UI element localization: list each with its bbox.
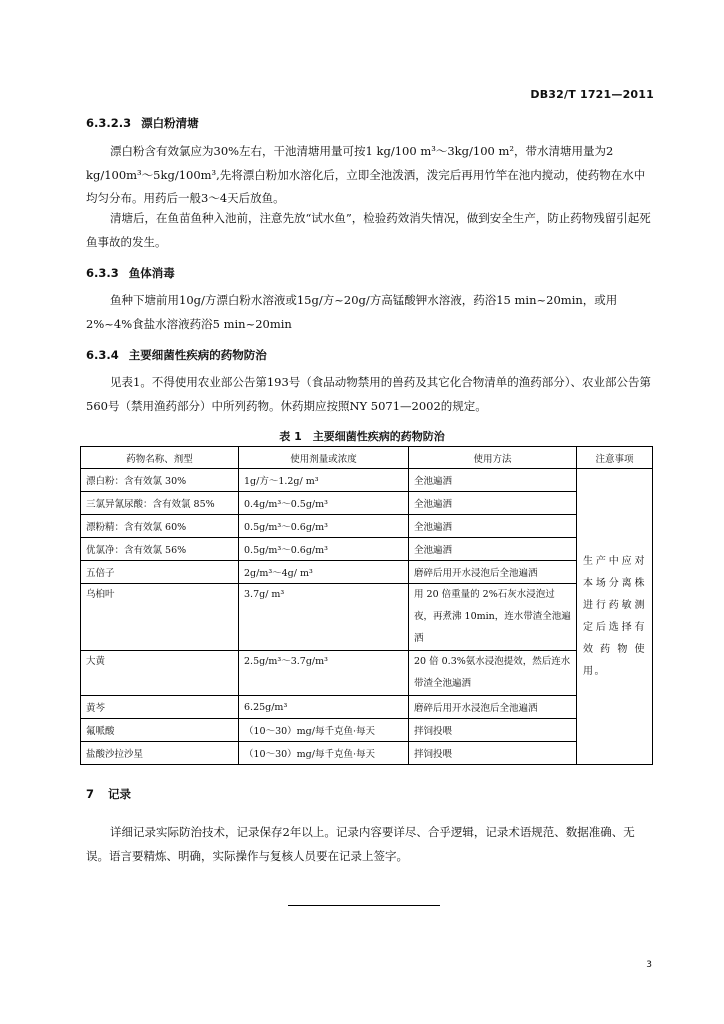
dose-cell: 0.5g/m³～0.6g/m³ xyxy=(239,538,409,561)
table-row xyxy=(81,651,653,696)
end-rule xyxy=(288,905,440,906)
section-number: 6.3.4 xyxy=(86,348,119,362)
table-row xyxy=(81,515,653,538)
drug-table xyxy=(80,446,653,765)
paragraph-fish-disinfection: 鱼种下塘前用10g/方漂白粉水溶液或15g/方~20g/方高锰酸钾水溶液，药浴15 min~20min，或用2%~4%食盐水溶液药浴5 min~20min xyxy=(86,293,618,331)
drug-name-cell: 五倍子 xyxy=(81,561,239,584)
dose-cell: （10～30）mg/每千克鱼·每天 xyxy=(239,742,409,765)
dose-cell: 0.5g/m³～0.6g/m³ xyxy=(239,515,409,538)
section-title: 鱼体消毒 xyxy=(128,266,175,280)
dose-cell: 6.25g/m³ xyxy=(239,696,409,719)
drug-name-cell: 乌桕叶 xyxy=(81,584,239,651)
method-cell: 全池遍洒 xyxy=(409,492,577,515)
table-row xyxy=(81,742,653,765)
section-heading-6-3-3 xyxy=(86,265,175,281)
method-cell: 全池遍洒 xyxy=(409,469,577,492)
section-title: 主要细菌性疾病的药物防治 xyxy=(128,348,267,362)
section-title: 漂白粉清塘 xyxy=(141,116,199,130)
section-number: 6.3.2.3 xyxy=(86,116,132,130)
dose-cell: 3.7g/ m³ xyxy=(239,584,409,651)
dose-cell: （10～30）mg/每千克鱼·每天 xyxy=(239,719,409,742)
table-header-row xyxy=(81,447,653,469)
column-header: 注意事项 xyxy=(577,447,653,469)
drug-name-cell: 漂白粉：含有效氯 30% xyxy=(81,469,239,492)
table-row xyxy=(81,469,653,492)
drug-name-cell: 盐酸沙拉沙星 xyxy=(81,742,239,765)
note-cell: 生产中应对本场分离株进行药敏测定后选择有效药物使用。 xyxy=(577,469,653,765)
section-heading-7 xyxy=(86,786,131,802)
drug-name-cell: 大黄 xyxy=(81,651,239,696)
method-cell: 拌饲投喂 xyxy=(409,719,577,742)
drug-name-cell: 优氯净：含有效氯 56% xyxy=(81,538,239,561)
table-row xyxy=(81,492,653,515)
table-row xyxy=(81,538,653,561)
dose-cell: 2g/m³～4g/ m³ xyxy=(239,561,409,584)
method-cell: 用 20 倍重量的 2%石灰水浸泡过夜，再煮沸 10min，连水带渣全池遍洒 xyxy=(409,584,577,651)
paragraph-records: 详细记录实际防治技术，记录保存2年以上。记录内容要详尽、合乎逻辑，记录术语规范、数据准确、无误。语言要精炼、明确，实际操作与复核人员要在记录上签字。 xyxy=(86,825,635,863)
method-cell: 全池遍洒 xyxy=(409,515,577,538)
method-cell: 磨碎后用开水浸泡后全池遍洒 xyxy=(409,561,577,584)
table-caption: 表 1 主要细菌性疾病的药物防治 xyxy=(279,430,445,443)
section-number: 7 xyxy=(86,787,95,801)
drug-name-cell: 黄芩 xyxy=(81,696,239,719)
table-row xyxy=(81,719,653,742)
paragraph-test-fish: 清塘后，在鱼苗鱼种入池前，注意先放“试水鱼”，检验药效消失情况，做到安全生产，防止药物残留引起死鱼事故的发生。 xyxy=(86,211,651,249)
dose-cell: 0.4g/m³～0.5g/m³ xyxy=(239,492,409,515)
paragraph-bleaching-powder: 漂白粉含有效氯应为30%左右，干池清塘用量可按1 kg/100 m³～3kg/100 m²，带水清塘用量为2 kg/100m³～5kg/100m³,先将漂白粉加水溶化后，立即全池泼洒，泼完后再用竹竿在池内搅动，使药物在水中均匀分布。用药后一般3～4天后放鱼。 xyxy=(86,144,646,205)
column-header: 药物名称、剂型 xyxy=(81,447,239,469)
section-heading-6-3-2-3 xyxy=(86,115,199,131)
drug-name-cell: 氟哌酸 xyxy=(81,719,239,742)
method-cell: 拌饲投喂 xyxy=(409,742,577,765)
section-title: 记录 xyxy=(108,787,132,801)
standard-code: DB32/T 1721—2011 xyxy=(530,88,654,101)
column-header: 使用方法 xyxy=(409,447,577,469)
method-cell: 20 倍 0.3%氨水浸泡提效，然后连水带渣全池遍洒 xyxy=(409,651,577,696)
paragraph-drug-control: 见表1。不得使用农业部公告第193号（食品动物禁用的兽药及其它化合物清单的渔药部分）、农业部公告第560号（禁用渔药部分）中所列药物。休药期应按照NY 5071—2002的规定。 xyxy=(86,375,652,413)
column-header: 使用剂量或浓度 xyxy=(239,447,409,469)
method-cell: 全池遍洒 xyxy=(409,538,577,561)
method-cell: 磨碎后用开水浸泡后全池遍洒 xyxy=(409,696,577,719)
dose-cell: 1g/方～1.2g/ m³ xyxy=(239,469,409,492)
section-number: 6.3.3 xyxy=(86,266,119,280)
page-number: 3 xyxy=(646,960,652,970)
table-row xyxy=(81,561,653,584)
table-row xyxy=(81,696,653,719)
dose-cell: 2.5g/m³～3.7g/m³ xyxy=(239,651,409,696)
table-row xyxy=(81,584,653,651)
drug-name-cell: 三氯异氰尿酸：含有效氯 85% xyxy=(81,492,239,515)
section-heading-6-3-4 xyxy=(86,347,267,363)
drug-name-cell: 漂粉精：含有效氯 60% xyxy=(81,515,239,538)
